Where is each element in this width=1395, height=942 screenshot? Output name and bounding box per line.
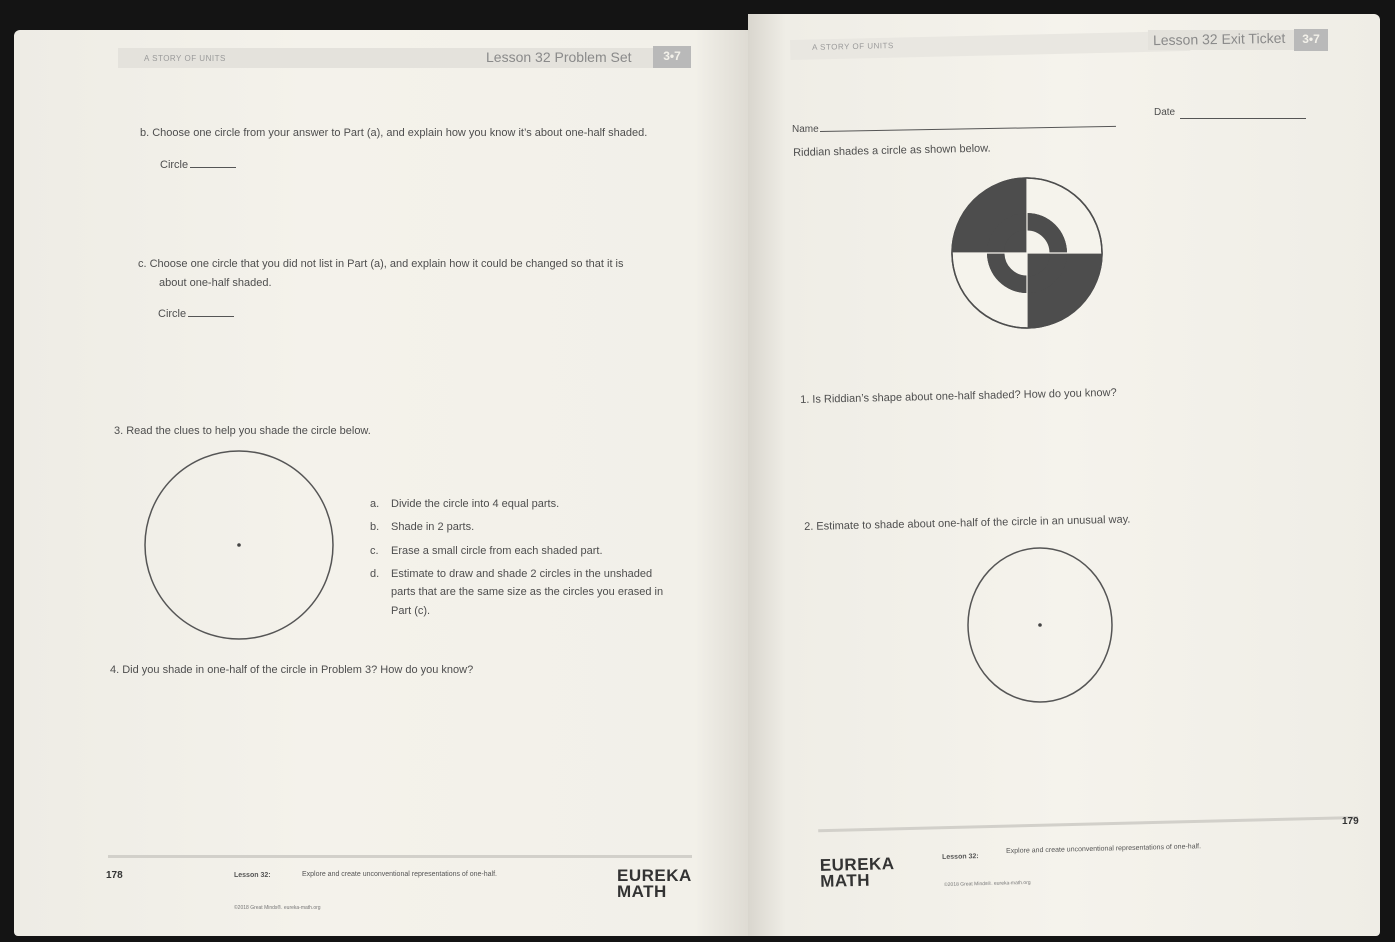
part-b-circle-answer <box>160 157 236 171</box>
riddian-circle-figure <box>950 176 1104 330</box>
left-page <box>14 30 754 936</box>
date-field[interactable] <box>1180 118 1306 119</box>
footer-rule <box>108 855 692 858</box>
eureka-math-logo: EUREKA MATH <box>617 866 692 901</box>
header-story-label: A STORY OF UNITS <box>144 54 226 63</box>
footer-lesson: Lesson 32: <box>942 853 979 861</box>
clue-d-line2: parts that are the same size as the circles you erased in <box>391 586 664 598</box>
circle-label: Circle <box>158 308 187 320</box>
part-c-circle-answer <box>158 306 234 320</box>
page-number: 178 <box>106 870 123 881</box>
problem-3-prompt: 3. Read the clues to help you shade the circle below. <box>114 425 371 437</box>
footer-rule <box>818 816 1358 832</box>
part-c-prompt-line1: c. Choose one circle that you did not list in Part (a), and explain how it could be changed so that it is <box>138 258 624 270</box>
name-field[interactable] <box>820 126 1116 132</box>
center-dot <box>1038 623 1042 627</box>
footer-lesson: Lesson 32: <box>234 872 271 879</box>
part-c-prompt-line2: about one-half shaded. <box>159 277 272 289</box>
lesson-title: Lesson 32 Exit Ticket <box>1152 29 1286 49</box>
problem-4-prompt: 4. Did you shade in one-half of the circle in Problem 3? How do you know? <box>110 664 474 676</box>
clue-b: b. Shade in 2 parts. <box>370 521 475 533</box>
header-story-label: A STORY OF UNITS <box>811 41 894 52</box>
problem-3-circle[interactable] <box>143 448 335 642</box>
lesson-badge: 3•7 <box>1294 29 1328 51</box>
clue-c: c. Erase a small circle from each shaded part. <box>370 545 603 557</box>
intro-text: Riddian shades a circle as shown below. <box>793 142 991 159</box>
footer-description: Explore and create unconventional representations of one-half. <box>1006 843 1202 855</box>
eureka-math-logo: EUREKA MATH <box>819 854 895 891</box>
footer-copyright: ©2018 Great Minds®. eureka-math.org <box>944 879 1031 888</box>
clue-d: d. Estimate to draw and shade 2 circles in the unshaded <box>370 568 653 580</box>
page-number: 179 <box>1342 816 1359 827</box>
part-b-prompt: b. Choose one circle from your answer to Part (a), and explain how you know it’s about one-half shaded. <box>140 127 648 139</box>
clue-d-line3: Part (c). <box>391 605 431 617</box>
clue-a: a. Divide the circle into 4 equal parts. <box>370 498 560 510</box>
center-dot <box>237 543 241 547</box>
date-label: Date <box>1154 107 1176 118</box>
answer-blank[interactable] <box>190 157 236 168</box>
question-2-circle[interactable] <box>966 546 1114 704</box>
question-2: 2. Estimate to shade about one-half of the circle in an unusual way. <box>804 513 1131 533</box>
footer-copyright: ©2018 Great Minds®. eureka-math.org <box>234 905 321 911</box>
question-1: 1. Is Riddian’s shape about one-half shaded? How do you know? <box>800 386 1117 406</box>
footer-description: Explore and create unconventional representations of one-half. <box>302 871 497 878</box>
answer-blank[interactable] <box>188 306 234 317</box>
lesson-title: Lesson 32 Problem Set <box>486 49 632 65</box>
circle-label: Circle <box>160 159 189 171</box>
right-page <box>748 14 1380 936</box>
lesson-badge: 3•7 <box>653 46 691 68</box>
name-label: Name <box>792 124 819 135</box>
